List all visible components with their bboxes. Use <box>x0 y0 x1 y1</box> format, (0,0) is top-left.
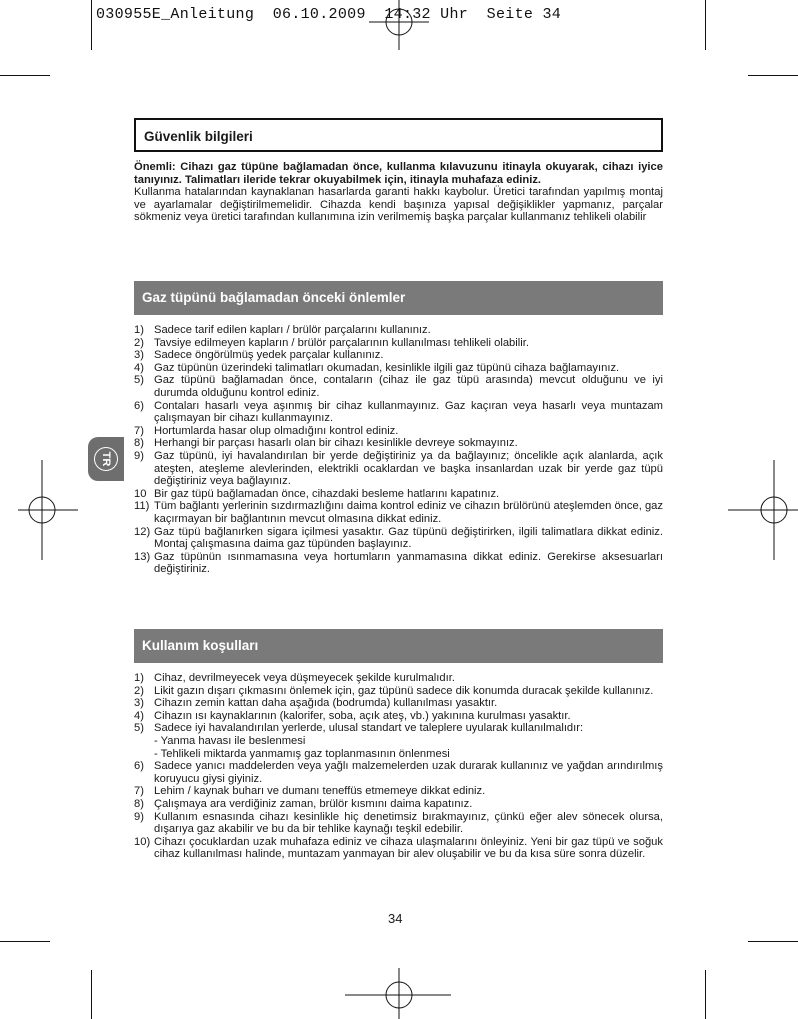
list-item-text <box>154 722 663 760</box>
list-item-text <box>154 798 663 811</box>
list-item-number: 3) <box>134 697 144 710</box>
list-item-main-text: Tavsiye edilmeyen kapların / brülör parçalarının kullanılması tehlikeli olabilir. <box>154 336 529 349</box>
list-sub-item: - Tehlikeli miktarda yanmamış gaz toplanmasının önlenmesi <box>154 747 450 760</box>
list-item <box>134 437 663 450</box>
usage-list <box>134 672 663 861</box>
list-item-text <box>154 526 663 551</box>
crop-mark <box>91 0 92 50</box>
list-item <box>134 324 663 337</box>
list-item-main-text: Cihaz, devrilmeyecek veya düşmeyecek şekilde kurulmalıdır. <box>154 672 455 684</box>
print-header: 030955E_Anleitung 06.10.2009 14:32 Uhr Seite 34 <box>96 6 562 23</box>
list-item-text <box>154 500 663 525</box>
list-item-main-text: Gaz tüpünün ısınmamasına veya hortumların yanmamasına dikkat ediniz. Gerekirse aksesuarları değiştiriniz. <box>154 550 663 576</box>
list-item-text <box>154 400 663 425</box>
crop-mark <box>705 0 706 50</box>
list-item-text <box>154 324 663 337</box>
list-item <box>134 798 663 811</box>
list-item-main-text: Hortumlarda hasar olup olmadığını kontrol ediniz. <box>154 424 399 437</box>
crop-mark <box>91 970 92 1019</box>
registration-mark-right <box>728 460 798 560</box>
list-item-main-text: Likit gazın dışarı çıkmasını önlemek için, gaz tüpünü sadece dik konumda duracak şekilde kullanınız. <box>154 684 654 697</box>
registration-mark-left <box>18 460 78 560</box>
page-number: 34 <box>388 911 403 926</box>
list-item <box>134 362 663 375</box>
list-item-number: 2) <box>134 336 144 349</box>
list-sub-item: - Yanma havası ile beslenmesi <box>154 734 306 747</box>
list-item-main-text: Sadece yanıcı maddelerden veya yağlı malzemelerden uzak durarak kullanınız ve yağdan arındırılmış koruyucu giysi giyiniz. <box>154 760 663 785</box>
list-item-main-text: Gaz tüpünün üzerindeki talimatları okumadan, kesinlikle ilgili gaz tüpünü cihaza bağlamayınız. <box>154 361 620 374</box>
safety-heading: Güvenlik bilgileri <box>134 118 663 152</box>
list-item-main-text: Tüm bağlantı yerlerinin sızdırmazlığını daima kontrol ediniz ve cihazın brülörünü ateşlemden önce, gaz kaçırmayan bir bağlantının mevcut olmasına dikkat ediniz. <box>154 500 663 525</box>
crop-mark <box>748 941 798 942</box>
registration-mark-bottom <box>345 968 451 1019</box>
list-item-number: 6) <box>134 760 144 773</box>
crop-mark <box>748 75 798 76</box>
list-item <box>134 785 663 798</box>
list-item-main-text: Cihazı çocuklardan uzak muhafaza ediniz ve cihaza ulaşmalarını önleyiniz. Yeni bir gaz tüpü ve soğuk cihaz kullanılması halinde, muntazam yanmayan bir alev oluşabilir ve bu da kısa süre sonra düzelir. <box>154 835 663 861</box>
list-item-number: 13) <box>134 550 151 563</box>
list-item-number: 10) <box>134 835 151 848</box>
list-item-text <box>154 488 663 501</box>
list-item-number: 5) <box>134 374 144 387</box>
list-item-main-text: Sadece öngörülmüş yedek parçalar kullanınız. <box>154 349 384 362</box>
list-item-number: 9) <box>134 810 144 823</box>
list-item-text <box>154 450 663 488</box>
list-item <box>134 685 663 698</box>
list-item-number: 9) <box>134 449 144 462</box>
list-item-text <box>154 785 663 798</box>
list-item-number: 4) <box>134 361 144 374</box>
list-item-text <box>154 697 663 710</box>
list-item-main-text: Cihazın ısı kaynaklarının (kalorifer, soba, açık ateş, vb.) yakınına kurulması yasaktır. <box>154 709 571 722</box>
registration-mark-top <box>369 0 429 58</box>
list-item <box>134 374 663 399</box>
list-item-text <box>154 685 663 698</box>
safety-important-note: Önemli: Cihazı gaz tüpüne bağlamadan önce, kullanma kılavuzunu itinayla okuyarak, cihazı iyice tanıyınız. Talimatları ileride tekrar okuyabilmek için, itinayla muhafaza ediniz. <box>134 161 663 186</box>
list-item-number: 11) <box>134 500 150 513</box>
usage-heading: Kullanım koşulları <box>134 629 663 663</box>
crop-mark <box>705 970 706 1019</box>
language-tab <box>88 437 124 481</box>
list-item <box>134 551 663 576</box>
list-item-main-text: Gaz tüpünü, iyi havalandırılan bir yerde değiştiriniz ya da bağlayınız; öncelikle açık alanlarda, açık ateşten, ateşleme alevlerinden, elektrikli ocaklardan ve başka insanlardan uzak bir yerde gaz tüpü değiştiriniz veya bağlayınız. <box>154 449 663 488</box>
list-item <box>134 400 663 425</box>
list-item-main-text: Lehim / kaynak buharı ve dumanı teneffüs etmemeye dikkat ediniz. <box>154 785 486 798</box>
list-item-text <box>154 672 663 685</box>
list-item <box>134 488 663 501</box>
list-item-text <box>154 425 663 438</box>
list-item-number: 1) <box>134 672 144 684</box>
list-item <box>134 672 663 685</box>
list-item-text <box>154 551 663 576</box>
list-item-number: 3) <box>134 349 144 362</box>
list-item-number: 5) <box>134 722 144 735</box>
list-item <box>134 710 663 723</box>
list-item-main-text: Gaz tüpü bağlanırken sigara içilmesi yasaktır. Gaz tüpünü değiştirirken, ilgili talimatlara dikkat ediniz. Montaj çalışmasına daima gaz tüpünden başlayınız. <box>154 525 663 551</box>
list-item-number: 12) <box>134 525 151 538</box>
list-item <box>134 811 663 836</box>
list-item-number: 7) <box>134 424 144 437</box>
list-item <box>134 760 663 785</box>
list-item <box>134 722 663 760</box>
list-item-main-text: Contaları hasarlı veya aşınmış bir cihaz kullanmayınız. Gaz kaçıran veya hasarlı veya muntazam çalışmayan bir cihazı kullanmayınız. <box>154 399 663 425</box>
language-tab-label: TR <box>100 451 112 467</box>
list-item <box>134 450 663 488</box>
list-item-number: 4) <box>134 709 144 722</box>
list-item-text <box>154 374 663 399</box>
list-item-main-text: Cihazın zemin kattan daha aşağıda (bodrumda) kullanılması yasaktır. <box>154 697 498 710</box>
list-item-main-text: Gaz tüpünü bağlamadan önce, contaların (cihaz ile gaz tüpü arasında) mevcut olduğunu ve iyi durumda olduğunu kontrol ediniz. <box>154 374 663 399</box>
list-item-text <box>154 760 663 785</box>
crop-mark <box>0 75 50 76</box>
list-item-main-text: Bir gaz tüpü bağlamadan önce, cihazdaki besleme hatlarını kapatınız. <box>154 487 500 500</box>
list-item <box>134 836 663 861</box>
before-connect-heading: Gaz tüpünü bağlamadan önceki önlemler <box>134 281 663 315</box>
crop-mark <box>0 941 50 942</box>
list-item <box>134 697 663 710</box>
list-item-number: 10 <box>134 487 147 500</box>
list-item-text <box>154 337 663 350</box>
list-item-text <box>154 811 663 836</box>
list-item <box>134 526 663 551</box>
list-item <box>134 337 663 350</box>
list-item-number: 8) <box>134 437 144 450</box>
list-item-text <box>154 362 663 375</box>
list-item-text <box>154 710 663 723</box>
list-item-text <box>154 836 663 861</box>
list-item-main-text: Herhangi bir parçası hasarlı olan bir cihazı kesinlikle devreye sokmayınız. <box>154 437 518 450</box>
list-item-number: 7) <box>134 785 144 798</box>
list-item-text <box>154 437 663 450</box>
list-item-text <box>154 349 663 362</box>
list-item-main-text: Sadece tarif edilen kapları / brülör parçalarını kullanınız. <box>154 324 431 336</box>
list-item <box>134 425 663 438</box>
safety-warranty-note: Kullanma hatalarından kaynaklanan hasarlarda garanti hakkı kaybolur. Üretici tarafından yapılmış montaj ve ayarlamalar değiştirilmemelidir. Cihazda kendi başınıza yapısal değişiklikler yapmanız, parçalar sökmeniz veya üretici tarafından kullanımına izin verilmemiş başka parçalar kullanmanız tehlikeli olabilir <box>134 186 663 224</box>
list-item <box>134 500 663 525</box>
list-item-main-text: Sadece iyi havalandırılan yerlerde, ulusal standart ve taleplere uyularak kullanılmalıdır: <box>154 722 584 735</box>
list-item-number: 1) <box>134 324 144 336</box>
before-connect-list <box>134 324 663 576</box>
list-item-number: 8) <box>134 797 144 810</box>
list-item <box>134 349 663 362</box>
list-item-main-text: Kullanım esnasında cihazı kesinlikle hiç denetimsiz bırakmayınız, çünkü eğer alev sönecek olursa, dışarıya gaz akabilir ve bu da bir tehlike kaynağı teşkil edebilir. <box>154 810 663 836</box>
safety-intro <box>134 161 663 224</box>
list-item-main-text: Çalışmaya ara verdiğiniz zaman, brülör kısmını daima kapatınız. <box>154 797 473 810</box>
list-item-number: 6) <box>134 399 144 412</box>
list-item-number: 2) <box>134 684 144 697</box>
